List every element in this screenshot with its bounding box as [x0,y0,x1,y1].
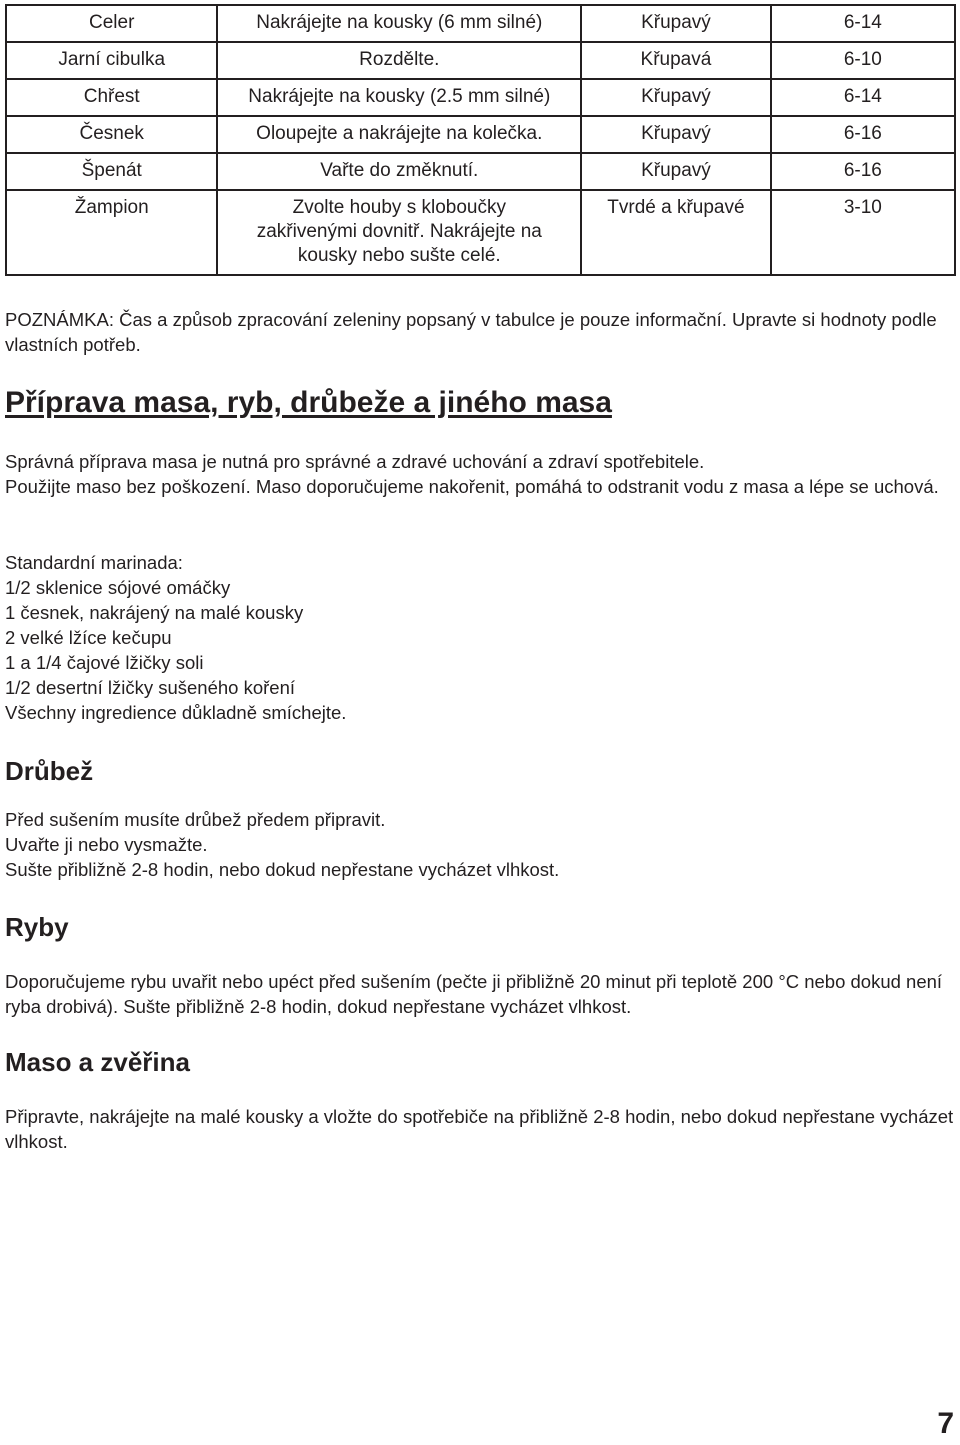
drying-hours: 6-14 [771,79,955,116]
meat-intro: Správná příprava masa je nutná pro správné a zdravé uchování a zdraví spotřebitele. Použijte maso bez poškození. Maso doporučujeme nakořenit, pomáhá to odstranit vodu z masa a lépe se uchová. [5,451,939,497]
table-row [6,116,955,153]
drying-hours: 6-14 [771,5,955,42]
preparation: Nakrájejte na kousky (2.5 mm silné) [217,79,581,116]
drying-hours: 6-16 [771,153,955,190]
vegetable-name: Jarní cibulka [6,42,217,79]
table-row [6,42,955,79]
fish-text: Doporučujeme rybu uvařit nebo upéct před sušením (pečte ji přibližně 20 minut při teplotě 200 °C nebo dokud není ryba drobivá). Sušte přibližně 2-8 hodin, dokud nepřestane vycházet vlhkost. [5,971,943,1017]
preparation: Vařte do změknutí. [217,153,581,190]
table-row [6,5,955,42]
preparation: Nakrájejte na kousky (6 mm silné) [217,5,581,42]
poultry-text: Před sušením musíte drůbež předem připravit. Uvařte ji nebo vysmažte. Sušte přibližně 2-8 hodin, nebo dokud nepřestane vycházet vlhkost. [5,809,560,880]
meat-section-heading: Příprava masa, ryb, drůbeže a jiného masa [5,386,612,419]
vegetable-name: Chřest [6,79,217,116]
game-text: Připravte, nakrájejte na malé kousky a vložte do spotřebiče na přibližně 2-8 hodin, nebo dokud nepřestane vycházet vlhkost. [5,1106,954,1152]
drying-hours: 6-10 [771,42,955,79]
fish-heading: Ryby [5,912,69,942]
page-number: 7 [937,1407,954,1440]
result: Křupavý [581,79,771,116]
preparation: Rozdělte. [217,42,581,79]
preparation-cell [217,190,581,275]
vegetable-name: Žampion [6,190,217,275]
table-note: POZNÁMKA: Čas a způsob zpracování zeleniny popsaný v tabulce je pouze informační. Upravte si hodnoty podle vlastních potřeb. [5,309,937,355]
table-row [6,153,955,190]
marinade-recipe: Standardní marinada: 1/2 sklenice sójové omáčky 1 česnek, nakrájený na malé kousky 2 velké lžíce kečupu 1 a 1/4 čajové lžičky soli 1/2 desertní lžičky sušeného koření Všechny ingredience důkladně smíchejte. [5,552,347,723]
result: Křupavý [581,153,771,190]
result: Tvrdé a křupavé [581,190,771,275]
preparation: Oloupejte a nakrájejte na kolečka. [217,116,581,153]
result: Křupavý [581,5,771,42]
drying-hours: 3-10 [771,190,955,275]
game-heading: Maso a zvěřina [5,1047,190,1077]
vegetable-name: Česnek [6,116,217,153]
result: Křupavá [581,42,771,79]
table-row [6,79,955,116]
drying-hours: 6-16 [771,116,955,153]
result: Křupavý [581,116,771,153]
preparation: Zvolte houby s kloboučky zakřivenými dovnitř. Nakrájejte na kousky nebo sušte celé. [256,197,542,266]
table-row [6,190,955,275]
vegetable-name: Celer [6,5,217,42]
poultry-heading: Drůbež [5,756,94,786]
vegetable-name: Špenát [6,153,217,190]
vegetable-table [5,4,956,276]
